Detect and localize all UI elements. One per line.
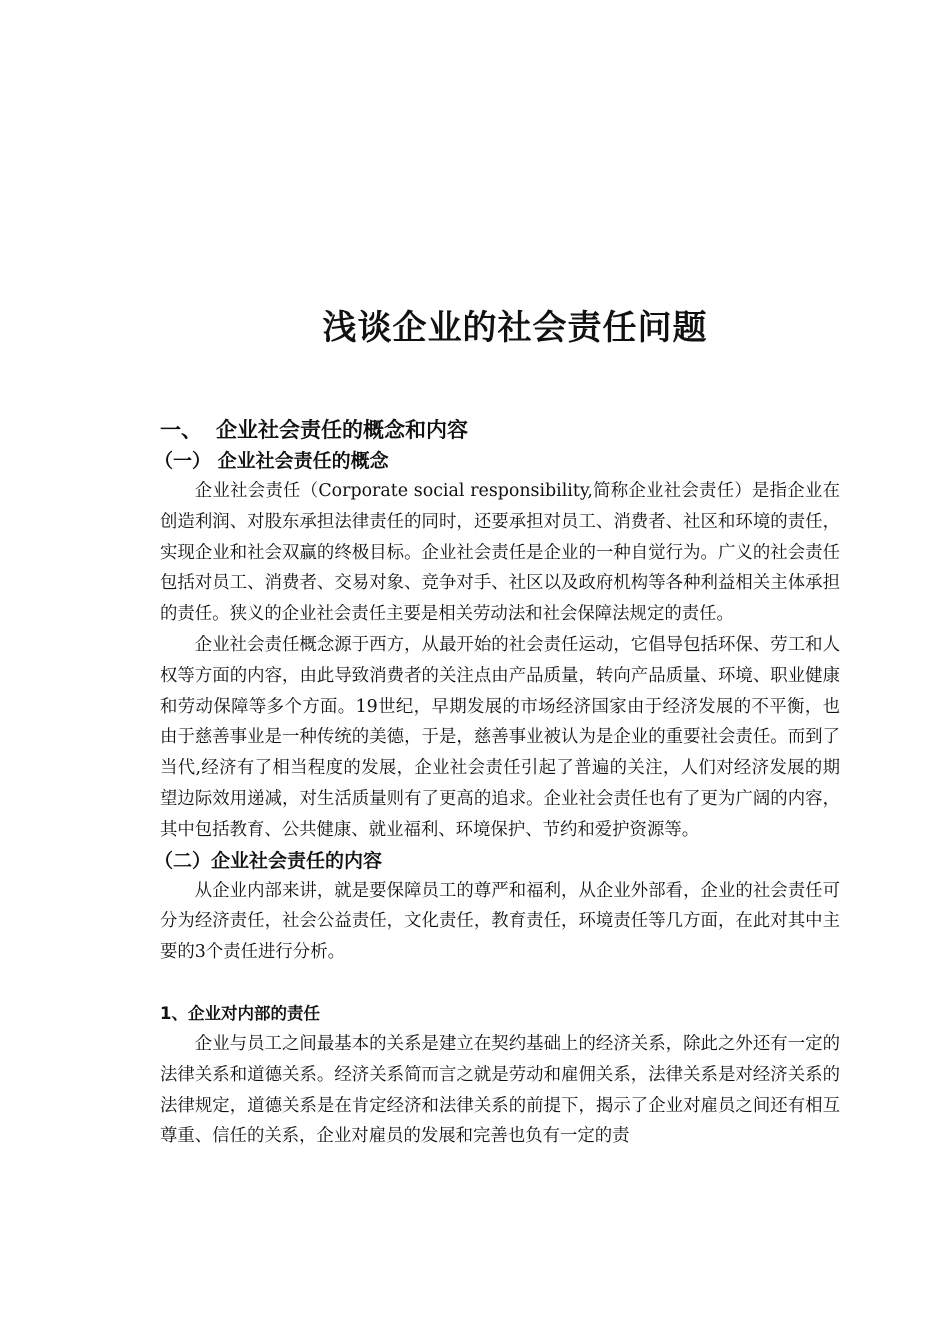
document-body [154, 414, 840, 1152]
section-1-number: 一、 [160, 418, 202, 442]
document-title: 浅谈企业的社会责任问题 [322, 308, 708, 348]
subsection-3-heading: 1、企业对内部的责任 [160, 1003, 320, 1023]
section-1-heading [160, 414, 840, 446]
paragraph-content-1: 从企业内部来讲，就是要保障员工的尊严和福利，从企业外部看，企业的社会责任可分为经济责任，社会公益责任，文化责任，教育责任，环境责任等几方面，在此对其中主要的3个责任进行分析。 [160, 880, 840, 963]
subsection-2-heading: （二）企业社会责任的内容 [154, 849, 383, 872]
section-1-title: 企业社会责任的概念和内容 [216, 418, 468, 442]
paragraph-concept-1: 企业社会责任（Corporate social responsibility,简称企业社会责任）是指企业在创造利润、对股东承担法律责任的同时，还要承担对员工、消费者、社区和环境的责任，实现企业和社会双赢的终极目标。企业社会责任是企业的一种自觉行为。广义的社会责任包括对员工、消费者、交易对象、竞争对手、社区以及政府机构等各种利益相关主体承担的责任。狭义的企业社会责任主要是相关劳动法和社会保障法规定的责任。 [160, 481, 840, 625]
paragraph-concept-2: 企业社会责任概念源于西方，从最开始的社会责任运动，它倡导包括环保、劳工和人权等方面的内容，由此导致消费者的关注点由产品质量，转向产品质量、环境、职业健康和劳动保障等多个方面。19世纪，早期发展的市场经济国家由于经济发展的不平衡，也由于慈善事业是一种传统的美德，于是，慈善事业被认为是企业的重要社会责任。而到了当代,经济有了相当程度的发展，企业社会责任引起了普遍的关注，人们对经济发展的期望边际效用递减，对生活质量则有了更高的追求。企业社会责任也有了更为广阔的内容，其中包括教育、公共健康、就业福利、环境保护、节约和爱护资源等。 [160, 634, 840, 840]
subsection-1-heading: （一） 企业社会责任的概念 [154, 450, 389, 472]
paragraph-internal-1: 企业与员工之间最基本的关系是建立在契约基础上的经济关系，除此之外还有一定的法律关系和道德关系。经济关系简而言之就是劳动和雇佣关系，法律关系是对经济关系的法律规定，道德关系是在肯定经济和法律关系的前提下，揭示了企业对雇员之间还有相互尊重、信任的关系，企业对雇员的发展和完善也负有一定的责 [160, 1033, 840, 1147]
spacer [160, 968, 840, 999]
